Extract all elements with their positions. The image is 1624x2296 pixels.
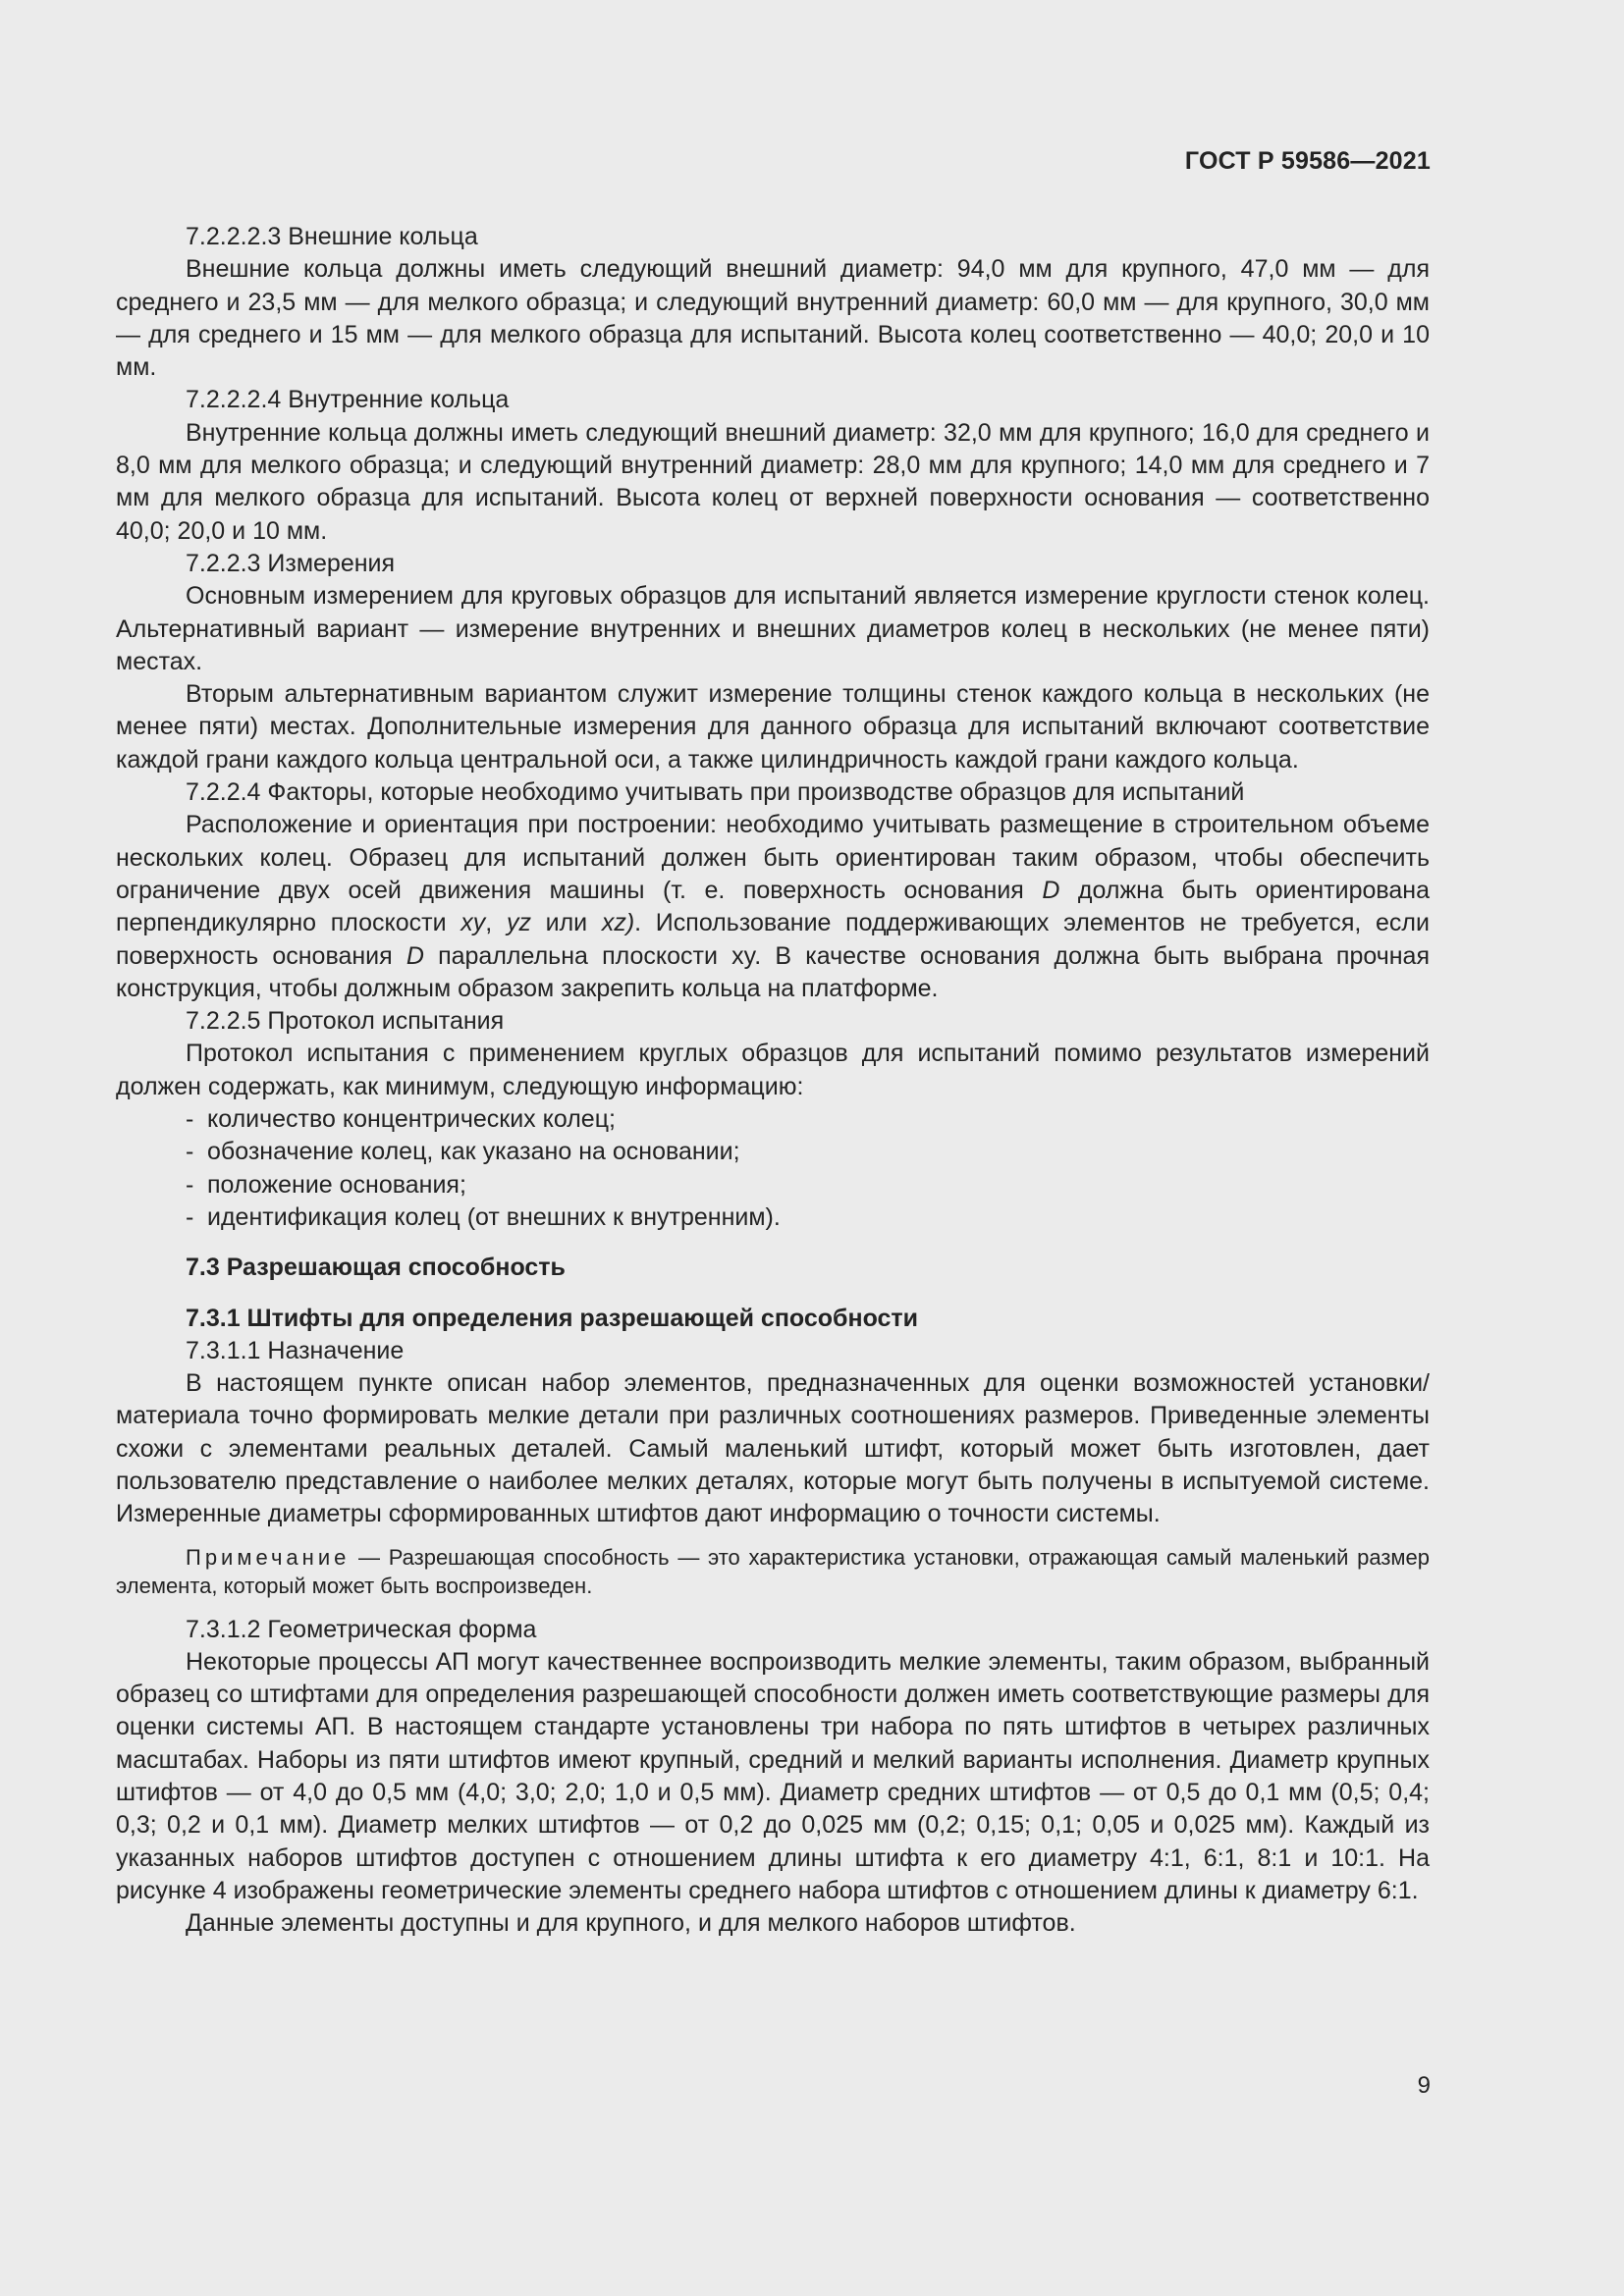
list-item-text: обозначение колец, как указано на основании; — [207, 1138, 740, 1166]
text-run: , — [485, 909, 507, 937]
section-heading-7-2-2-3: 7.2.2.3 Измерения — [186, 549, 396, 577]
paragraph: В настоящем пункте описан набор элементов, предназначенных для оценки возможностей установки/материала точно формировать мелкие детали при различных соотношениях размеров. Приведенные элементы схожи с элементами реальных деталей. Самый маленький штифт, который может быть изготовлен, дает пользователю представление о наиболее мелких деталях, которые могут быть получены в испытуемой системе. Измеренные диаметры сформированных штифтов дают информацию о точности системы. — [116, 1369, 1430, 1528]
italic-variable: xy — [460, 909, 486, 937]
text-run: . Использование поддерживающих элементов не требуется, если поверхность основания — [116, 909, 1430, 970]
paragraph: Внешние кольца должны иметь следующий внешний диаметр: 94,0 мм для крупного, 47,0 мм — для среднего и 23,5 мм — для мелкого образца; и следующий внутренний диаметр: 60,0 мм — для крупного, 30,0 мм — для среднего и 15 мм — для мелкого образца для испытаний. Высота колец соответственно — 40,0; 20,0 и 10 мм. — [116, 255, 1430, 382]
italic-variable: xz) — [601, 909, 635, 937]
text-run: параллельна плоскости xy. В качестве основания должна быть выбрана прочная конструкция, чтобы должным образом закрепить кольца на платформе. — [116, 941, 1430, 1002]
standard-id-header: ГОСТ Р 59586—2021 — [1184, 147, 1431, 175]
list-item — [186, 1103, 1430, 1136]
list-item-text: количество концентрических колец; — [207, 1105, 616, 1134]
list-dash: - — [186, 1202, 194, 1231]
section-heading-7-2-2-4: 7.2.2.4 Факторы, которые необходимо учитывать при производстве образцов для испытаний — [186, 778, 1245, 807]
section-heading-7-3-1: 7.3.1 Штифты для определения разрешающей способности — [186, 1304, 919, 1332]
note-text: — Разрешающая способность — это характеристика установки, отражающая самый маленький размер элемента, который может быть воспроизведен. — [116, 1544, 1430, 1598]
list-dash: - — [186, 1138, 194, 1166]
list-dash: - — [186, 1170, 194, 1199]
note — [116, 1543, 1430, 1600]
text-run: Расположение и ориентация при построении: необходимо учитывать размещение в строительном объеме нескольких колец. Образец для испытаний должен быть ориентирован таким образом, чтобы обеспечить ограничение двух осей движения машины (т. е. поверхность основания — [116, 811, 1430, 904]
text-run: или — [530, 909, 602, 937]
paragraph: Внутренние кольца должны иметь следующий внешний диаметр: 32,0 мм для крупного; 16,0 для среднего и 8,0 мм для мелкого образца; и следующий внутренний диаметр: 28,0 мм для крупного; 14,0 мм для среднего и 7 мм для мелкого образца для испытаний. Высота колец от верхней поверхности основания — соответственно 40,0; 20,0 и 10 мм. — [116, 418, 1430, 545]
list-item — [186, 1169, 1430, 1201]
section-heading-7-2-2-2-3: 7.2.2.2.3 Внешние кольца — [186, 223, 478, 250]
paragraph: Основным измерением для круговых образцов для испытаний является измерение круглости стенок колец. Альтернативный вариант — измерение внутренних и внешних диаметров колец в нескольких (не менее пяти) местах. — [116, 582, 1430, 675]
list-item-text: идентификация колец (от внешних к внутренним). — [207, 1202, 781, 1231]
document-body — [116, 221, 1430, 1941]
section-heading-7-3-1-1: 7.3.1.1 Назначение — [186, 1336, 405, 1364]
italic-variable: yz — [506, 909, 531, 937]
dash-list — [116, 1103, 1430, 1234]
italic-variable: D — [1042, 876, 1060, 904]
paragraph: Данные элементы доступны и для крупного, и для мелкого наборов штифтов. — [186, 1909, 1076, 1938]
list-item-text: положение основания; — [207, 1170, 466, 1199]
section-heading-7-2-2-2-4: 7.2.2.2.4 Внутренние кольца — [186, 386, 510, 414]
italic-variable: D — [406, 941, 424, 970]
text-run: должна быть ориентирована перпендикулярно плоскости — [116, 876, 1430, 937]
paragraph: Вторым альтернативным вариантом служит измерение толщины стенок каждого кольца в нескольких (не менее пяти) местах. Дополнительные измерения для данного образца для испытаний включают соответствие каждой грани каждого кольца центральной оси, а также цилиндричность каждой грани каждого кольца. — [116, 680, 1430, 774]
section-heading-7-3: 7.3 Разрешающая способность — [186, 1254, 566, 1282]
paragraph: Некоторые процессы АП могут качественнее воспроизводить мелкие элементы, таким образом, выбранный образец со штифтами для определения разрешающей способности должен иметь соответствующие размеры для оценки системы АП. В настоящем стандарте установлены три набора по пять штифтов в четырех различных масштабах. Наборы из пяти штифтов имеют крупный, средний и мелкий варианты исполнения. Диаметр крупных штифтов — от 4,0 до 0,5 мм (4,0; 3,0; 2,0; 1,0 и 0,5 мм). Диаметр средних штифтов — от 0,5 до 0,1 мм (0,5; 0,4; 0,3; 0,2 и 0,1 мм). Диаметр мелких штифтов — от 0,2 до 0,025 мм (0,2; 0,15; 0,1; 0,05 и 0,025 мм). Каждый из указанных наборов штифтов доступен с отношением длины штифта к его диаметру 4:1, 6:1, 8:1 и 10:1. На рисунке 4 изображены геометрические элементы среднего набора штифтов с отношением длины к диаметру 6:1. — [116, 1647, 1430, 1904]
section-heading-7-2-2-5: 7.2.2.5 Протокол испытания — [186, 1007, 505, 1036]
paragraph — [116, 809, 1430, 1005]
section-heading-7-3-1-2: 7.3.1.2 Геометрическая форма — [186, 1615, 537, 1643]
list-dash: - — [186, 1105, 194, 1134]
note-label: Примечание — [186, 1544, 351, 1570]
list-item — [186, 1201, 1430, 1234]
paragraph: Протокол испытания с применением круглых образцов для испытаний помимо результатов измерений должен содержать, как минимум, следующую информацию: — [116, 1040, 1430, 1100]
list-item — [186, 1136, 1430, 1168]
page-number: 9 — [1417, 2072, 1431, 2099]
